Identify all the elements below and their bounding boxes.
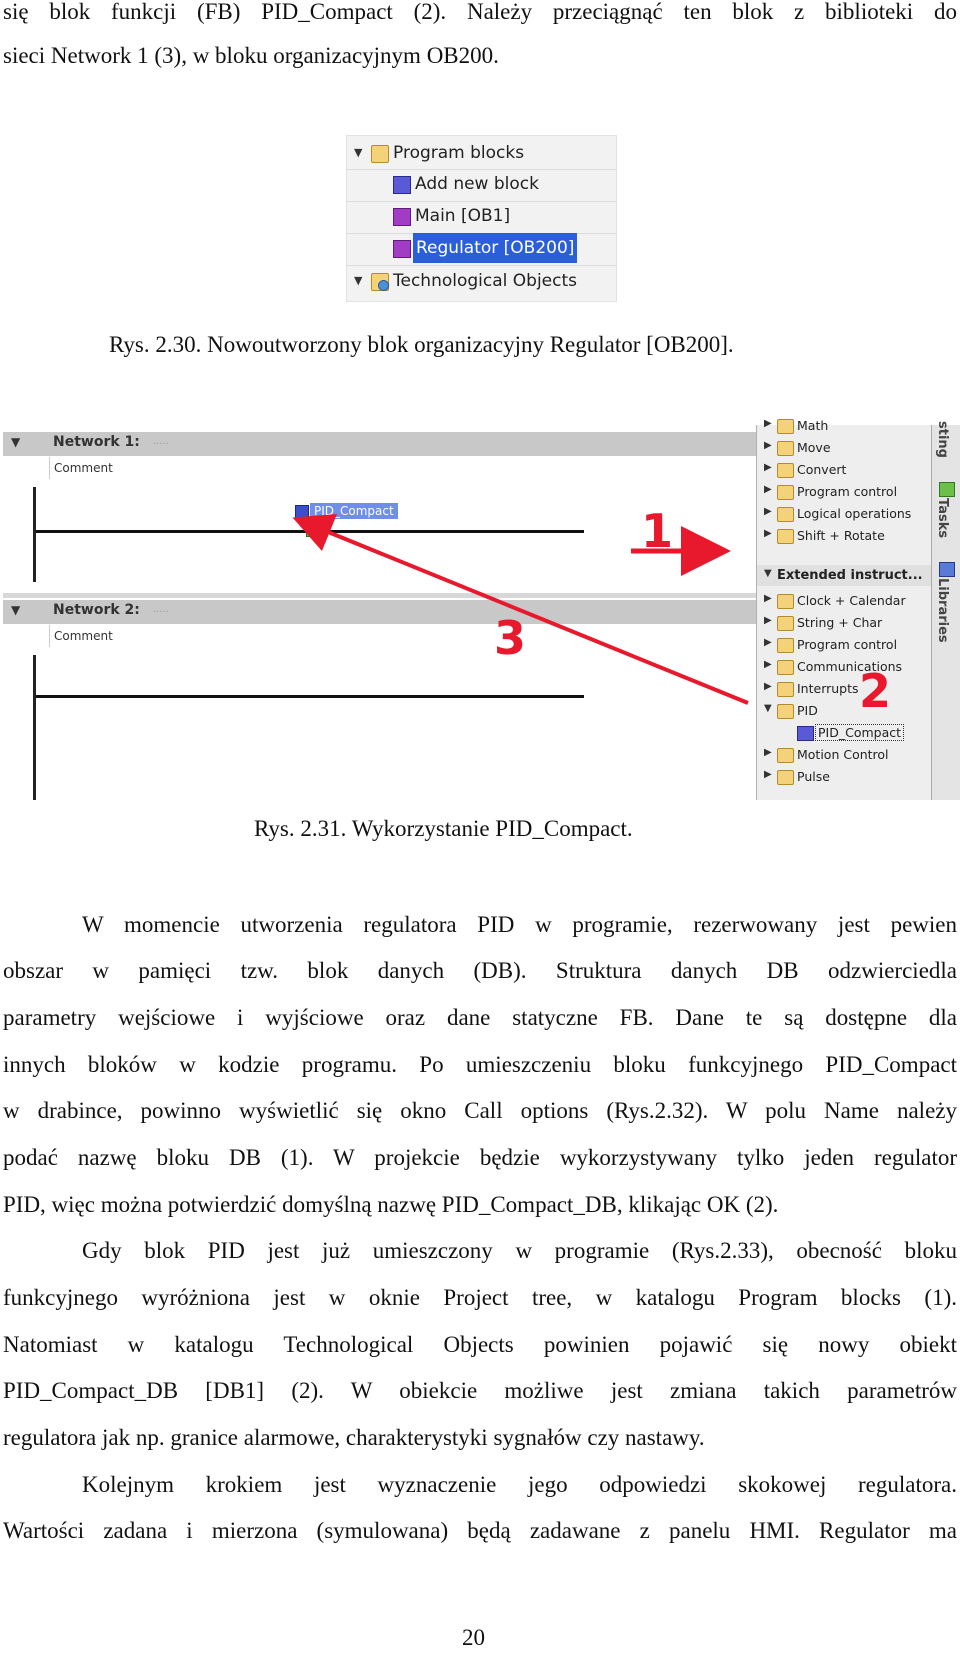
library-item-label: Motion Control	[797, 747, 889, 762]
body-text-line: W momencie utworzenia regulatora PID w programie, rezerwowany jest pewien	[82, 912, 957, 937]
body-text-line: Gdy blok PID jest już umieszczony w programie (Rys.2.33), obecność bloku	[82, 1238, 957, 1263]
marker-1: 1	[641, 504, 674, 558]
ob-block-icon	[393, 208, 411, 226]
expand-triangle-icon[interactable]: ▶	[764, 593, 772, 604]
body-text-line: innych bloków w kodzie programu. Po umieszczeniu bloku funkcyjnego PID_Compact	[3, 1052, 957, 1077]
expand-triangle-icon[interactable]: ▶	[764, 637, 772, 648]
dragged-block-tag: PID_Compact	[310, 503, 398, 519]
expand-triangle-icon[interactable]: ▶	[764, 484, 772, 495]
tree-item-program-blocks[interactable]	[347, 138, 616, 168]
network-title: Network 2:	[53, 602, 140, 618]
body-text-line: regulatora jak np. granice alarmowe, charakterystyki sygnałów czy nastawy.	[3, 1425, 705, 1450]
tree-item-label: Program blocks	[393, 143, 525, 163]
sidebar-tab-libraries[interactable]: Libraries	[935, 578, 950, 643]
tree-item-technological-objects[interactable]	[347, 266, 616, 296]
library-item-label: Clock + Calendar	[797, 593, 906, 608]
library-item-label: Move	[797, 440, 831, 455]
collapse-triangle-icon[interactable]: ▼	[764, 703, 772, 714]
expand-triangle-icon[interactable]: ▶	[764, 462, 772, 473]
tree-item-label: Add new block	[415, 174, 539, 194]
tree-item-label: Main [OB1]	[415, 206, 511, 226]
expand-triangle-icon[interactable]: ▶	[764, 659, 772, 670]
expand-triangle-icon[interactable]: ▶	[764, 528, 772, 539]
tree-item-label-selected: Regulator [OB200]	[413, 233, 577, 263]
collapse-triangle-icon[interactable]: ▼	[764, 568, 772, 579]
network-comment[interactable]: Comment	[49, 625, 689, 647]
figure-caption: Rys. 2.31. Wykorzystanie PID_Compact.	[254, 816, 633, 841]
body-text-line: obszar w pamięci tzw. blok danych (DB). Struktura danych DB odzwierciedla	[3, 958, 957, 983]
body-text-line: PID_Compact_DB [DB1] (2). W obiekcie możliwe jest zmiana takich parametrów	[3, 1378, 957, 1403]
tree-item-main-ob1[interactable]	[347, 201, 616, 231]
library-item-label: Logical operations	[797, 506, 912, 521]
page-number: 20	[462, 1625, 485, 1650]
folder-icon	[371, 145, 389, 163]
expand-triangle-icon[interactable]: ▶	[764, 747, 772, 758]
expand-triangle-icon[interactable]: ▶	[764, 418, 772, 429]
tree-item-add-new-block[interactable]	[347, 169, 616, 199]
body-text-line: w drabince, powinno wyświetlić się okno Call options (Rys.2.32). W polu Name należy	[3, 1098, 957, 1123]
tree-item-regulator-ob200[interactable]	[347, 233, 616, 263]
library-item-label: PID_Compact	[815, 724, 904, 741]
network-comment[interactable]: Comment	[49, 457, 689, 479]
annotation-arrows	[3, 425, 960, 800]
collapse-triangle-icon[interactable]: ▼	[11, 435, 21, 449]
expand-triangle-icon[interactable]: ▼	[354, 146, 363, 159]
library-item-label: Math	[797, 418, 829, 433]
marker-3: 3	[494, 611, 527, 665]
expand-triangle-icon[interactable]: ▼	[354, 274, 363, 287]
library-item-label: String + Char	[797, 615, 883, 630]
library-item-label: Program control	[797, 484, 898, 499]
section-title: Extended instruct...	[777, 568, 923, 583]
library-item-label: Interrupts	[797, 681, 859, 696]
body-text-line: Wartości zadana i mierzona (symulowana) będą zadawane z panelu HMI. Regulator ma	[3, 1518, 957, 1543]
expand-triangle-icon[interactable]: ▶	[764, 769, 772, 780]
body-text-line: PID, więc można potwierdzić domyślną nazwę PID_Compact_DB, klikając OK (2).	[3, 1192, 779, 1217]
body-text-line: podać nazwę bloku DB (1). W projekcie będzie wykorzystywany tylko jeden regulator	[3, 1145, 957, 1170]
figure-caption: Rys. 2.30. Nowoutworzony blok organizacyjny Regulator [OB200].	[109, 332, 734, 357]
library-item-label: Convert	[797, 462, 847, 477]
body-text-line: funkcyjnego wyróżniona jest w oknie Project tree, w katalogu Program blocks (1).	[3, 1285, 957, 1310]
sidebar-tab-tasks[interactable]: Tasks	[935, 498, 950, 539]
marker-2: 2	[859, 664, 892, 718]
body-text-line: parametry wejściowe i wyjściowe oraz dane statyczne FB. Dane te są dostępne dla	[3, 1005, 957, 1030]
project-tree-figure	[346, 135, 617, 302]
ob-block-icon	[393, 240, 411, 258]
expand-triangle-icon[interactable]: ▶	[764, 506, 772, 517]
library-item-label: PID	[797, 703, 818, 718]
expand-triangle-icon[interactable]: ▶	[764, 440, 772, 451]
tree-item-label: Technological Objects	[393, 271, 578, 291]
network-header[interactable]: ▼ Network 1: .....	[3, 432, 756, 456]
library-item-label: Program control	[797, 637, 898, 652]
body-text-line: Kolejnym krokiem jest wyznaczenie jego odpowiedzi skokowej regulatora.	[82, 1472, 957, 1497]
expand-triangle-icon[interactable]: ▶	[764, 681, 772, 692]
ladder-editor-figure	[3, 418, 960, 800]
library-item-label: Communications	[797, 659, 903, 674]
body-text-line: się blok funkcji (FB) PID_Compact (2). Należy przeciągnąć ten blok z biblioteki do	[3, 0, 957, 24]
network-header[interactable]: ▼ Network 2: .....	[3, 600, 756, 624]
sidebar-tab-testing[interactable]: sting	[935, 421, 950, 458]
collapse-triangle-icon[interactable]: ▼	[11, 603, 21, 617]
add-block-icon	[393, 176, 411, 194]
body-text-line: Natomiast w katalogu Technological Objects powinien pojawić się nowy obiekt	[3, 1332, 957, 1357]
body-text-line: sieci Network 1 (3), w bloku organizacyjnym OB200.	[3, 43, 499, 68]
technology-objects-icon	[378, 280, 389, 291]
expand-triangle-icon[interactable]: ▶	[764, 615, 772, 626]
network-title: Network 1:	[53, 434, 140, 450]
library-item-label: Pulse	[797, 769, 830, 784]
library-item-label: Shift + Rotate	[797, 528, 885, 543]
